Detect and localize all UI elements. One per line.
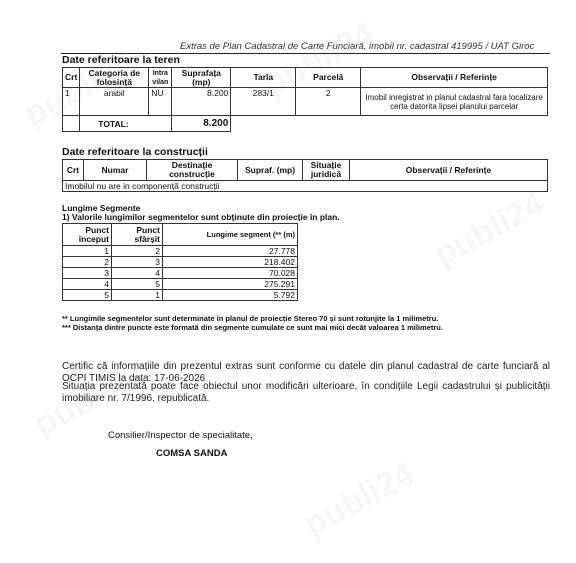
cell: 27.778: [163, 246, 298, 257]
total-spacer: [63, 116, 80, 132]
col-crt: Crt: [63, 68, 80, 88]
segmente-table: [62, 223, 298, 301]
col-suprafata: Supraf. (mp): [238, 160, 303, 181]
table-row: [63, 279, 298, 290]
total-value: 8.200: [172, 116, 231, 132]
cell-categoria: arabil: [80, 88, 149, 116]
col-intravilan: Intra vilan: [149, 68, 172, 88]
cell-parcela: 2: [296, 88, 361, 116]
cell-crt: 1: [63, 88, 80, 116]
cell: 1: [63, 246, 112, 257]
col-tarla: Tarla: [231, 68, 296, 88]
col-crt: Crt: [63, 160, 84, 181]
segmente-subtitle: 1) Valorile lungimilor segmentelor sunt obținute din proiecție în plan.: [62, 212, 340, 222]
watermark: [298, 454, 421, 544]
cell: 275.291: [163, 279, 298, 290]
col-destinatie: Destinație construcție: [147, 160, 238, 181]
col-categoria: Categoria de folosință: [80, 68, 149, 88]
segmente-note-2: *** Distanța dintre puncte este formată din segmente cumulate ce sunt mai mici decât valoarea 1 milimetru.: [62, 323, 443, 332]
cell: 3: [63, 268, 112, 279]
cell: 2: [112, 246, 163, 257]
watermark: [428, 184, 551, 274]
cell-observatii: Imobil inregistrat in planul cadastral fara localizare certa datorita lipsei planului parcelar: [361, 88, 548, 116]
signature-role: Consilier/Inspector de specialitate,: [108, 430, 253, 441]
table-row: [63, 290, 298, 301]
col-suprafata: Suprafața (mp): [172, 68, 231, 88]
col-punct-inceput: Punct început: [63, 224, 112, 246]
col-observatii: Observații / Referințe: [350, 160, 548, 181]
certificare-disclaimer: Situația prezentată poate face obiectul unor modificări ulterioare, în condițiile Legii cadastrului și publicității imobiliare nr. 7/1996, republicată.: [62, 381, 550, 404]
table-row: [63, 257, 298, 268]
col-observatii: Observații / Referințe: [361, 68, 548, 88]
cell: 2: [63, 257, 112, 268]
cell: 3: [112, 257, 163, 268]
cell: 70.028: [163, 268, 298, 279]
cell: 5: [63, 290, 112, 301]
cell: 4: [112, 268, 163, 279]
table-row: [63, 246, 298, 257]
total-empty: [231, 116, 548, 132]
cell: 5: [112, 279, 163, 290]
cell-intravilan: NU: [149, 88, 172, 116]
cell-suprafata: 8.200: [172, 88, 231, 116]
total-label: TOTAL:: [80, 116, 172, 132]
cell: 4: [63, 279, 112, 290]
col-punct-sfarsit: Punct sfârșit: [112, 224, 163, 246]
constructii-table: [62, 159, 548, 192]
extract-header: Extras de Plan Cadastral de Carte Funciară, imobil nr. cadastral 419995 / UAT Giroc: [180, 41, 535, 52]
cell: 218.402: [163, 257, 298, 268]
signature-name: COMSA SANDA: [156, 448, 228, 459]
col-numar: Numar: [84, 160, 147, 181]
certificare-text: Certific că informațiile din prezentul extras sunt conforme cu datele din planul cadastral de carte funciară al OCPI TIMIS la data: 17-06-2026: [62, 361, 550, 384]
segmente-note-1: ** Lungimile segmentelor sunt determinate în planul de proiecție Stereo 70 și sunt rotunjite la 1 milimetru.: [62, 314, 439, 323]
segmente-title: Lungime Segmente: [62, 203, 141, 213]
col-parcela: Parcelă: [296, 68, 361, 88]
teren-table: [62, 67, 548, 132]
constructii-section-title: Date referitoare la construcții: [62, 146, 208, 158]
constructii-empty-message: Imobilul nu are in componență construcții: [63, 181, 548, 192]
col-situatie: Situație juridică: [303, 160, 350, 181]
table-row: [63, 268, 298, 279]
teren-section-title: Date referitoare la teren: [62, 54, 180, 66]
col-lungime: Lungime segment (** (m): [163, 224, 298, 246]
cell: 5.792: [163, 290, 298, 301]
cell: 1: [112, 290, 163, 301]
cell-tarla: 283/1: [231, 88, 296, 116]
